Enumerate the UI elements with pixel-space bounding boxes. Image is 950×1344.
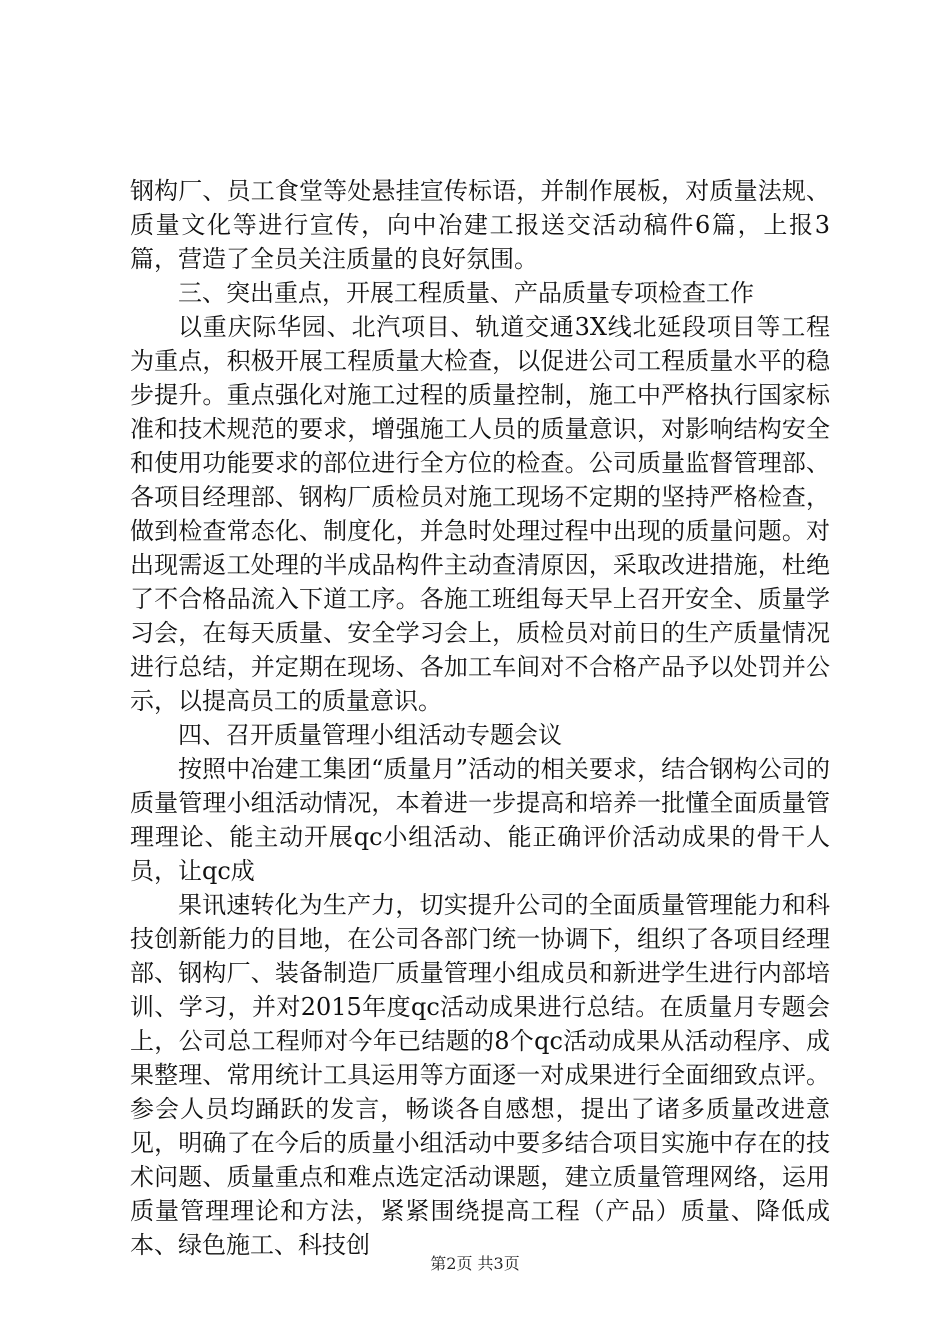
paragraph-2: 以重庆际华园、北汽项目、轨道交通3X线北延段项目等工程为重点，积极开展工程质量大检查，以促进公司工程质量水平的稳步提升。重点强化对施工过程的质量控制，施工中严格执行国家标准和技术规范的要求，增强施工人员的质量意识，对影响结构安全和使用功能要求的部位进行全方位的检查。公司质量监督管理部、各项目经理部、钢构厂质检员对施工现场不定期的坚持严格检查，做到检查常态化、制度化，并急时处理过程中出现的质量问题。对出现需返工处理的半成品构件主动查清原因，采取改进措施，杜绝了不合格品流入下道工序。各施工班组每天早上召开安全、质量学习会，在每天质量、安全学习会上，质检员对前日的生产质量情况进行总结，并定期在现场、各加工车间对不合格产品予以处罚并公示，以提高员工的质量意识。 bbox=[130, 313, 830, 715]
paragraph-3: 按照中冶建工集团“质量月”活动的相关要求，结合钢构公司的质量管理小组活动情况，本着进一步提高和培养一批懂全面质量管理理论、能主动开展qc小组活动、能正确评价活动成果的骨干人员，让qc成 bbox=[130, 755, 830, 885]
page-number-footer: 第2页 共3页 bbox=[430, 1254, 520, 1273]
document-body bbox=[130, 174, 830, 1262]
section-heading-3: 三、突出重点，开展工程质量、产品质量专项检查工作 bbox=[178, 279, 754, 307]
paragraph-4: 果讯速转化为生产力，切实提升公司的全面质量管理能力和科技创新能力的目地，在公司各部门统一协调下，组织了各项目经理部、钢构厂、装备制造厂质量管理小组成员和新进学生进行内部培训、学习，并对2015年度qc活动成果进行总结。在质量月专题会上，公司总工程师对今年已结题的8个qc活动成果从活动程序、成果整理、常用统计工具运用等方面逐一对成果进行全面细致点评。参会人员均踊跃的发言，畅谈各自感想，提出了诸多质量改进意见，明确了在今后的质量小组活动中要多结合项目实施中存在的技术问题、质量重点和难点选定活动课题，建立质量管理网络，运用质量管理理论和方法，紧紧围绕提高工程（产品）质量、降低成本、绿色施工、科技创 bbox=[130, 891, 830, 1259]
section-heading-4: 四、召开质量管理小组活动专题会议 bbox=[178, 721, 562, 749]
paragraph-1: 钢构厂、员工食堂等处悬挂宣传标语，并制作展板，对质量法规、质量文化等进行宣传，向中冶建工报送交活动稿件6篇，上报3篇，营造了全员关注质量的良好氛围。 bbox=[130, 177, 830, 273]
